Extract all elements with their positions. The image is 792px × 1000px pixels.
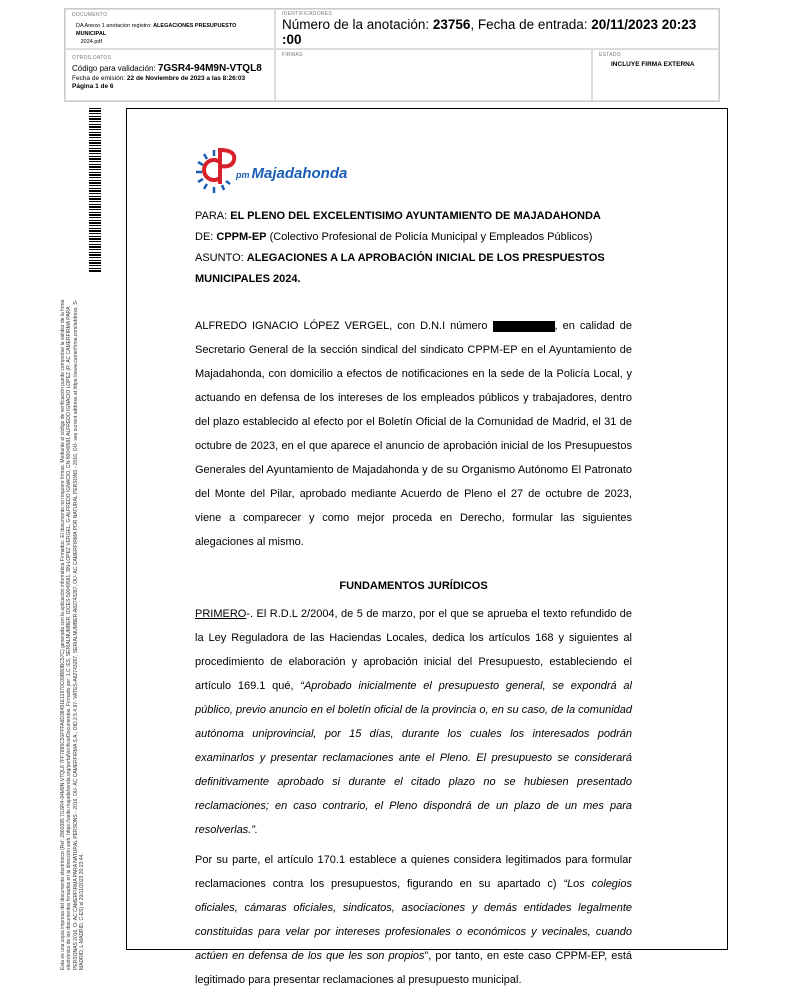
otros-datos-cell	[65, 49, 275, 101]
document-body	[195, 206, 632, 992]
documento-name: DA Anexo 1 anotacion registro: ALEGACIONES PRESUPUESTO MUNICIPAL 2024.pdf	[76, 23, 237, 45]
memo-de: DE: CPPM-EP (Colectivo Profesional de Policía Municipal y Empleados Públicos)	[195, 231, 593, 243]
documento-cell	[65, 9, 275, 49]
codigo-validacion: Código para validación: 7GSR4-94M9N-VTQL8	[72, 63, 262, 74]
redacted-dni	[493, 321, 555, 332]
primero-paragraph: PRIMERO-. El R.D.L 2/2004, de 5 de marzo, por el que se aprueba el texto refundido de la Ley Reguladora de las Haciendas Locales, dedica los artículos 168 y siguientes al procedimiento de elaboración y aprobación inicial del Presupuesto, estableciendo el artículo 169.1 qué, “Aprobado inicialmente el presupuesto general, se expondrá al público, previo anuncio en el boletín oficial de la provincia o, en su caso, de la comunidad autónoma uniprovincial, por 15 días, durante los cuales los interesados podrán examinarlos y presentar reclamaciones ante el Pleno. El presupuesto se considerará definitivamente aprobado si durante el citado plazo no se hubiesen presentado reclamaciones; en caso contrario, el Pleno dispondrá de un plazo de un mes para resolverlas.”.	[195, 608, 632, 836]
cppm-logo	[194, 146, 347, 194]
intro-paragraph: ALFREDO IGNACIO LÓPEZ VERGEL, con D.N.I número , en calidad de Secretario General de la sección sindical del sindicato CPPM-EP en el Ayuntamiento de Majadahonda, con domicilio a efectos de notificaciones en la sede de la Policía Local, y actuando en defensa de los intereses de los empleados públicos y trabajadores, dentro del plazo establecido al efecto por el Boletín Oficial de la Comunidad de Madrid, el 31 de octubre de 2023, en el que aparece el anuncio de aprobación inicial de los Presupuestos Generales del Ayuntamiento de Majadahonda y de su Organismo Autónomo El Patronato del Monte del Pilar, aprobado mediante Acuerdo de Pleno el 27 de octubre de 2023, viene a comparecer y como mejor proceda en Derecho, formular las siguientes alegaciones al mismo.	[195, 320, 632, 548]
estado-value: INCLUYE FIRMA EXTERNA	[611, 61, 695, 68]
document-header	[64, 8, 720, 102]
identificadores-label: IDENTIFICADORES	[282, 11, 333, 17]
fecha-emision: Fecha de emisión: 22 de Noviembre de 2023 a las 8:26:03	[72, 75, 246, 82]
segundo-paragraph: Por su parte, el artículo 170.1 establece a quienes considera legitimados para formular reclamaciones contra los presupuestos, figurando en su apartado c) “Los colegios oficiales, cámaras oficiales, sindicatos, asociaciones y demás entidades legalmente constituidas para velar por intereses profesionales o económicos y vecinales, cuando actúen en defensa de los que les son propios”, por tanto, en este caso CPPM-EP, está legitimado para presentar reclamaciones al presupuesto municipal.	[195, 854, 632, 986]
documento-label: DOCUMENTO	[72, 12, 108, 18]
estado-cell	[592, 49, 719, 101]
logo-text: Majadahonda	[251, 164, 348, 182]
firmas-cell	[275, 49, 592, 101]
firmas-label: FIRMAS	[282, 52, 303, 58]
section-title: FUNDAMENTOS JURÍDICOS	[339, 580, 488, 592]
page-number: Página 1 de 6	[72, 83, 114, 90]
memo-asunto: ASUNTO: ALEGACIONES A LA APROBACIÓN INICIAL DE LOS PRESPUESTOS MUNICIPALES 2024.	[195, 252, 605, 285]
logo-mark: pm	[236, 170, 250, 180]
barcode	[89, 108, 101, 273]
memo-header	[195, 206, 632, 290]
estado-label: ESTADO	[599, 52, 621, 58]
identificadores-cell	[275, 9, 719, 49]
memo-para: PARA: EL PLENO DEL EXCELENTISIMO AYUNTAMIENTO DE MAJADAHONDA	[195, 210, 601, 222]
otros-label: OTROS DATOS	[72, 55, 112, 61]
anotacion-text: Número de la anotación: 23756, Fecha de entrada: 20/11/2023 20:23 :00	[282, 17, 697, 47]
verification-side-text: Esta es una copia impresa del documento electrónico (Ref: 2860395 7GSR4-94M9N-VTQL8 7FF7895C91FFFA6D38491E11970C09B80BC57C) generada con la aplicación informática Firmadoc. El documento no requiere firmas. Mediante el código de verificación puede comprobar la validez de la firma electrónica de los documentos firmados en la dirección web: https://sede.majadahonda.org/portalVerificarDocumentos. Firmado por: 1.C.:ES, SERIALNUMBER, IDCES-50049581, SN-LOPEZ VERGEL, G-ALFREDO IGNACIO, CN-50049581 ALFREDO IGNACIO LOPEZ (R: AC CAMERFIRMA PARA PERSONAS 2016, O- AC CAMERFIRMA PARA NATURAL PERSONS - 2016, OU- AC CAMERFIRMA S.A., OID.2.5.4.97- VATES-A82743287, SERIALNUMBER-A82743287, OU- AC CAMERFIRMA POR NATURAL PERSONS - 2016, OU- see current address at https://www.camerfirma.com/address, S-MADRID, L-MADRID, C-ES) el 20/11/2023 20:23:44.	[60, 299, 86, 970]
cppm-logo-icon	[194, 146, 242, 194]
